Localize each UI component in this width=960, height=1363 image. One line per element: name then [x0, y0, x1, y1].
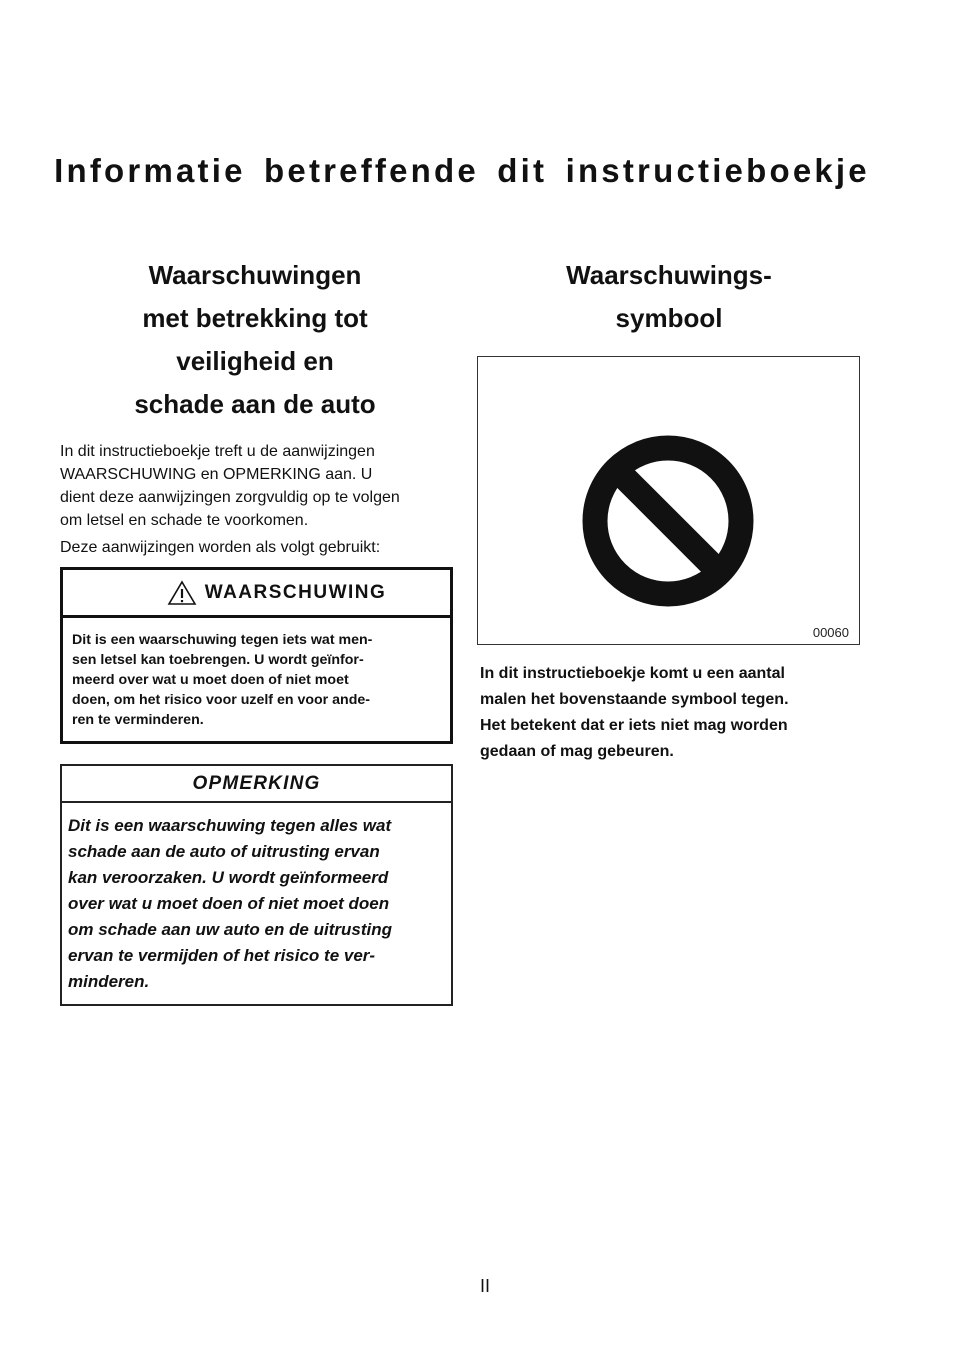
heading-line: veiligheid en: [176, 346, 334, 376]
text-line: over wat u moet doen of niet moet doen: [68, 894, 390, 913]
text-line: minderen.: [68, 972, 150, 991]
intro-paragraph: [60, 440, 455, 532]
text-line: schade aan de auto of uitrusting ervan: [68, 842, 380, 861]
warning-triangle-icon: [167, 580, 197, 606]
warning-text: [72, 630, 440, 730]
heading-line: met betrekking tot: [142, 303, 368, 333]
figure-code: 00060: [812, 625, 849, 640]
text-line: dient deze aanwijzingen zorgvuldig op te volgen: [60, 489, 400, 506]
usage-paragraph: Deze aanwijzingen worden als volgt gebruikt:: [60, 539, 381, 556]
page-title: Informatie betreffende dit instructieboekje: [54, 152, 870, 189]
text-line: ervan te vermijden of het risico te ver-: [68, 946, 376, 965]
heading-line: Waarschuwingen: [148, 260, 362, 290]
heading-line: schade aan de auto: [134, 389, 376, 419]
warning-header: [63, 570, 450, 618]
text-line: doen, om het risico voor uzelf en voor ande-: [72, 692, 370, 708]
text-line: In dit instructieboekje treft u de aanwijzingen: [60, 443, 375, 460]
text-line: gedaan of mag gebeuren.: [480, 743, 674, 760]
text-line: Het betekent dat er iets niet mag worden: [480, 717, 788, 734]
symbol-description: [480, 661, 860, 765]
text-line: kan veroorzaken. U wordt geïnformeerd: [68, 868, 389, 887]
text-line: WAARSCHUWING en OPMERKING aan. U: [60, 466, 373, 483]
warning-title: WAARSCHUWING: [204, 581, 387, 603]
text-line: meerd over wat u moet doen of niet moet: [72, 672, 349, 688]
text-line: In dit instructieboekje komt u een aantal: [480, 665, 785, 682]
text-line: om letsel en schade te voorkomen.: [60, 512, 309, 529]
prohibition-symbol-icon: [582, 435, 754, 607]
page-number: II: [479, 1276, 490, 1296]
note-box: [60, 764, 453, 1006]
heading-line: symbool: [615, 303, 723, 333]
heading-line: Waarschuwings-: [566, 260, 772, 290]
section-heading-symbol: [478, 254, 860, 340]
text-line: malen het bovenstaande symbool tegen.: [480, 691, 789, 708]
warning-box: [60, 567, 453, 744]
note-title: OPMERKING: [62, 766, 451, 803]
text-line: om schade aan uw auto en de uitrusting: [68, 920, 392, 939]
note-text: [68, 813, 443, 995]
section-heading-warnings: [60, 254, 450, 426]
text-line: ren te verminderen.: [72, 712, 204, 728]
symbol-figure: [477, 356, 860, 645]
text-line: Dit is een waarschuwing tegen alles wat: [68, 816, 392, 835]
text-line: Dit is een waarschuwing tegen iets wat men-: [72, 632, 373, 648]
text-line: sen letsel kan toebrengen. U wordt geïnfor-: [72, 652, 364, 668]
